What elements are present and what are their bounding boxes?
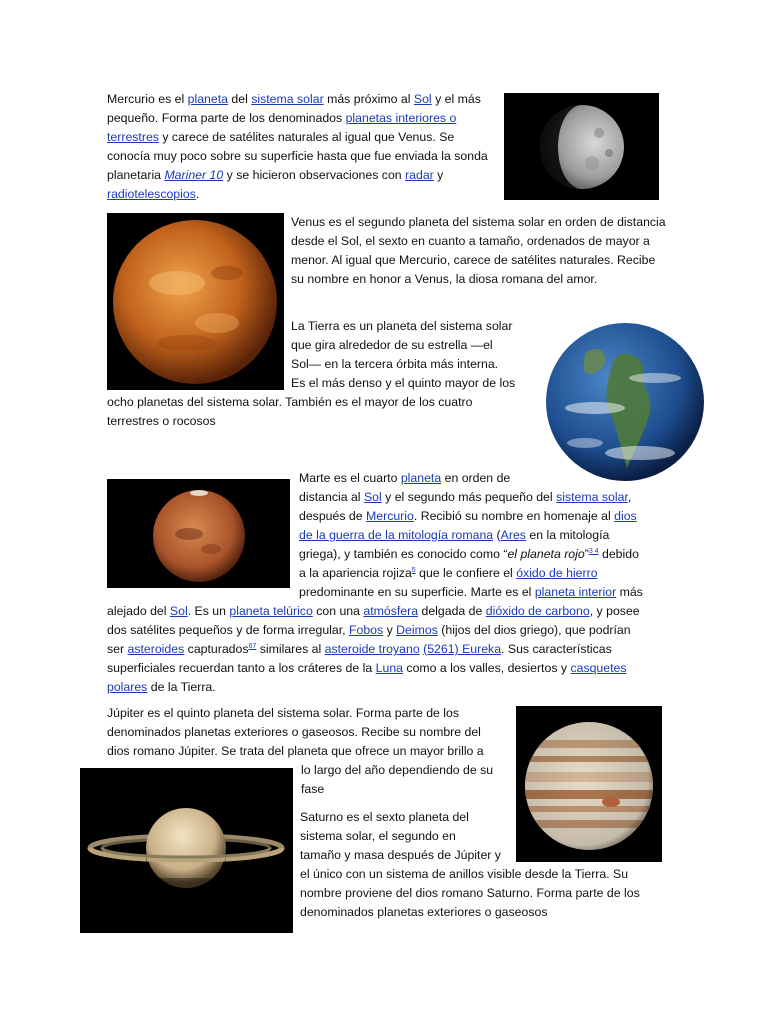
link-ares[interactable]: Ares (500, 528, 526, 542)
link-oxido-de-hierro[interactable]: óxido de hierro (516, 566, 598, 580)
saturno-paragraph: Saturno es el sexto planeta del sistema solar, el segundo en tamaño y masa después de Júpiter y el único con un sistema de anillos visible desde la Tierra. Su nombre proviene del dios romano Saturno. Forma parte de los denominados planetas exteriores o gaseosos (300, 810, 640, 919)
link-casquetes-polares[interactable]: polares (107, 680, 148, 694)
link-radiotelescopios[interactable]: radiotelescopios (107, 187, 196, 201)
link-mercurio[interactable]: Mercurio (366, 509, 414, 523)
venus-paragraph: Venus es el segundo planeta del sistema solar en orden de distancia desde el Sol, el sexto en cuanto a tamaño, ordenados de mayor a menor. Al igual que Mercurio, carece de satélites naturales. Recibe su nombre en honor a Venus, la diosa romana del amor. (291, 215, 666, 286)
mercurio-paragraph: Mercurio es el planeta del sistema solar más próximo al Sol y el más pequeño. Forma parte de los denominados planetas interiores o terrestres y carece de satélites naturales al igual que Venus. Se conocía muy poco sobre su superficie hasta que fue enviada la sonda planetaria Mariner 10 y se hicieron observaciones con radar y radiotelescopios. (107, 92, 488, 201)
link-planeta-telurico[interactable]: planeta telúrico (229, 604, 313, 618)
link-sistema-solar[interactable]: sistema solar (251, 92, 324, 106)
link-mariner-10[interactable]: Mariner 10 (164, 168, 224, 182)
link-dioxido-de-carbono[interactable]: dióxido de carbono (485, 604, 590, 618)
link-dios[interactable]: dios (614, 509, 637, 523)
footnote-ref[interactable]: 5 (411, 566, 416, 574)
link-planetas-interiores[interactable]: planetas interiores o terrestres (107, 111, 457, 144)
link-asteroides[interactable]: asteroides (127, 642, 185, 656)
link-radar[interactable]: radar (405, 168, 434, 182)
link-sol[interactable]: Sol (363, 490, 382, 504)
link-asteroide-troyano[interactable]: asteroide troyano (324, 642, 420, 656)
link-luna[interactable]: Luna (375, 661, 403, 675)
tierra-paragraph: La Tierra es un planeta del sistema solar que gira alrededor de su estrella —el Sol— en la tercera órbita más interna. Es el más denso y el quinto mayor de los ocho planetas del sistema solar. También es el mayor de los cuatro terrestres o rocosos (107, 319, 516, 428)
link-planeta[interactable]: planeta (187, 92, 228, 106)
link-5261-eureka[interactable]: (5261) Eureka (423, 642, 502, 656)
link-casquetes-polares[interactable]: casquetes (570, 661, 627, 675)
link-guerra-mitologia-romana[interactable]: de la guerra de la mitología romana (299, 528, 494, 542)
link-sol[interactable]: Sol (413, 92, 432, 106)
link-fobos[interactable]: Fobos (348, 623, 384, 637)
link-sistema-solar[interactable]: sistema solar (556, 490, 628, 504)
marte-paragraph: Marte es el cuarto planeta en orden de distancia al Sol y el segundo más pequeño del sistema solar, después de Mercurio. Recibió su nombre en homenaje al dios de la guerra de la mitología romana (Ares en la mitología griega), y también es conocido como “el planeta rojo”$^{3 4}$ debido a la apariencia rojiza$^5$ que le confiere el óxido de hierro predominante en su superficie. Marte es el planeta interior más alejado del Sol. Es un planeta telúrico con una atmósfera delgada de dióxido de carbono, y posee dos satélites pequeños y de forma irregular, Fobos y Deimos (hijos del dios griego), que podrían ser asteroides capturados$^{67}$ similares al asteroide troyano (5261) Eureka. Sus características superficiales recuerdan tanto a los cráteres de la Luna como a los valles, desiertos y casquetes polares de la Tierra. (107, 471, 643, 694)
footnote-ref[interactable]: 3 4 (588, 547, 599, 555)
jupiter-paragraph: Júpiter es el quinto planeta del sistema solar. Forma parte de los denominados planetas exteriores o gaseosos. Recibe su nombre del dios romano Júpiter. Se trata del planeta que ofrece un mayor brillo a lo largo del año dependiendo de su fase (107, 706, 494, 796)
footnote-ref[interactable]: 67 (248, 642, 257, 650)
link-planeta-interior[interactable]: planeta interior (534, 585, 617, 599)
saturn-image (80, 768, 293, 933)
link-deimos[interactable]: Deimos (396, 623, 438, 637)
link-planeta[interactable]: planeta (400, 471, 442, 485)
link-atmosfera[interactable]: atmósfera (363, 604, 419, 618)
mercury-image (504, 93, 659, 200)
link-sol[interactable]: Sol (169, 604, 188, 618)
earth-image (545, 318, 706, 487)
